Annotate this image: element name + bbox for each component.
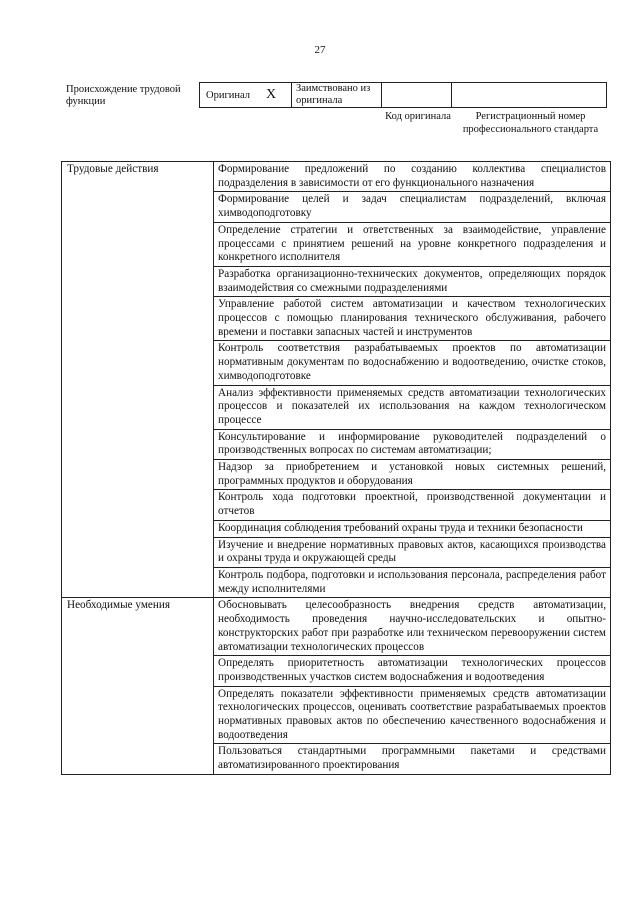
section-item: Контроль подбора, подготовки и использования персонала, распределения работ между исполнителями	[214, 567, 611, 597]
table-row	[62, 598, 611, 656]
section-item: Контроль хода подготовки проектной, производственной документации и отчетов	[214, 490, 611, 520]
reg-number-caption: Регистрационный номер профессионального стандарта	[462, 111, 599, 135]
section-item: Анализ эффективности применяемых средств автоматизации технологических процессов и показателей их использования на каждом технологическом процессе	[214, 385, 611, 429]
borrowed-label: Заимствовано из оригинала	[296, 83, 371, 106]
origin-label: Происхождение трудовой функции	[66, 84, 181, 107]
section-item: Надзор за приобретением и установкой новых системных решений, программных продуктов и оборудования	[214, 460, 611, 490]
section-item: Контроль соответствия разрабатываемых проектов по автоматизации нормативным документам по водоснабжению и водоотведению, очистке стоков, химводоподготовке	[214, 341, 611, 385]
section-item: Изучение и внедрение нормативных правовых актов, касающихся производства и охраны труда и окружающей среды	[214, 537, 611, 567]
section-item: Формирование предложений по созданию коллектива специалистов подразделения в зависимости от его функционального назначения	[214, 162, 611, 192]
section-title: Необходимые умения	[62, 598, 214, 774]
section-item: Определение стратегии и ответственных за взаимодействие, управление процессами с принятием решений на уровне конкретного подразделения и конкретного исполнителя	[214, 222, 611, 266]
section-item: Консультирование и информирование руководителей подразделений о производственных вопросах по системам автоматизации;	[214, 429, 611, 459]
borrowed-cell	[292, 83, 382, 107]
section-item: Обосновывать целесообразность внедрения средств автоматизации, необходимость проведения научно-исследовательских и опытно-конструкторских работ при разработке или техническом перевооружении систем автоматизации технологических процессов	[214, 598, 611, 656]
section-item: Разработка организационно-технических документов, определяющих порядок взаимодействия со смежными подразделениями	[214, 266, 611, 296]
origin-table	[199, 82, 607, 108]
reg-number-cell	[452, 83, 606, 107]
function-table	[61, 161, 611, 775]
code-cell	[382, 83, 452, 107]
table-row	[62, 162, 611, 192]
original-label: Оригинал	[206, 89, 250, 101]
section-item: Пользоваться стандартными программными пакетами и средствами автоматизированного проектирования	[214, 744, 611, 774]
section-item: Определять показатели эффективности применяемых средств автоматизации технологических процессов, оценивать соответствие разрабатываемых проектов нормативных правовых актов по обеспечению качественного водоснабжения и водоотведения	[214, 686, 611, 744]
section-title: Трудовые действия	[62, 162, 214, 598]
section-item: Управление работой систем автоматизации и качеством технологических процессов с помощью планирования технического обслуживания, рабочего времени и поставки запасных частей и инструментов	[214, 297, 611, 341]
original-mark: X	[266, 87, 277, 102]
original-cell	[200, 83, 292, 107]
page-number: 27	[314, 44, 326, 56]
section-item: Определять приоритетность автоматизации технологических процессов производственных участков систем водоснабжения и водоотведения	[214, 656, 611, 686]
code-caption: Код оригинала	[385, 111, 451, 122]
section-item: Формирование целей и задач специалистам подразделений, включая химводоподготовку	[214, 192, 611, 222]
section-item: Координация соблюдения требований охраны труда и техники безопасности	[214, 520, 611, 537]
